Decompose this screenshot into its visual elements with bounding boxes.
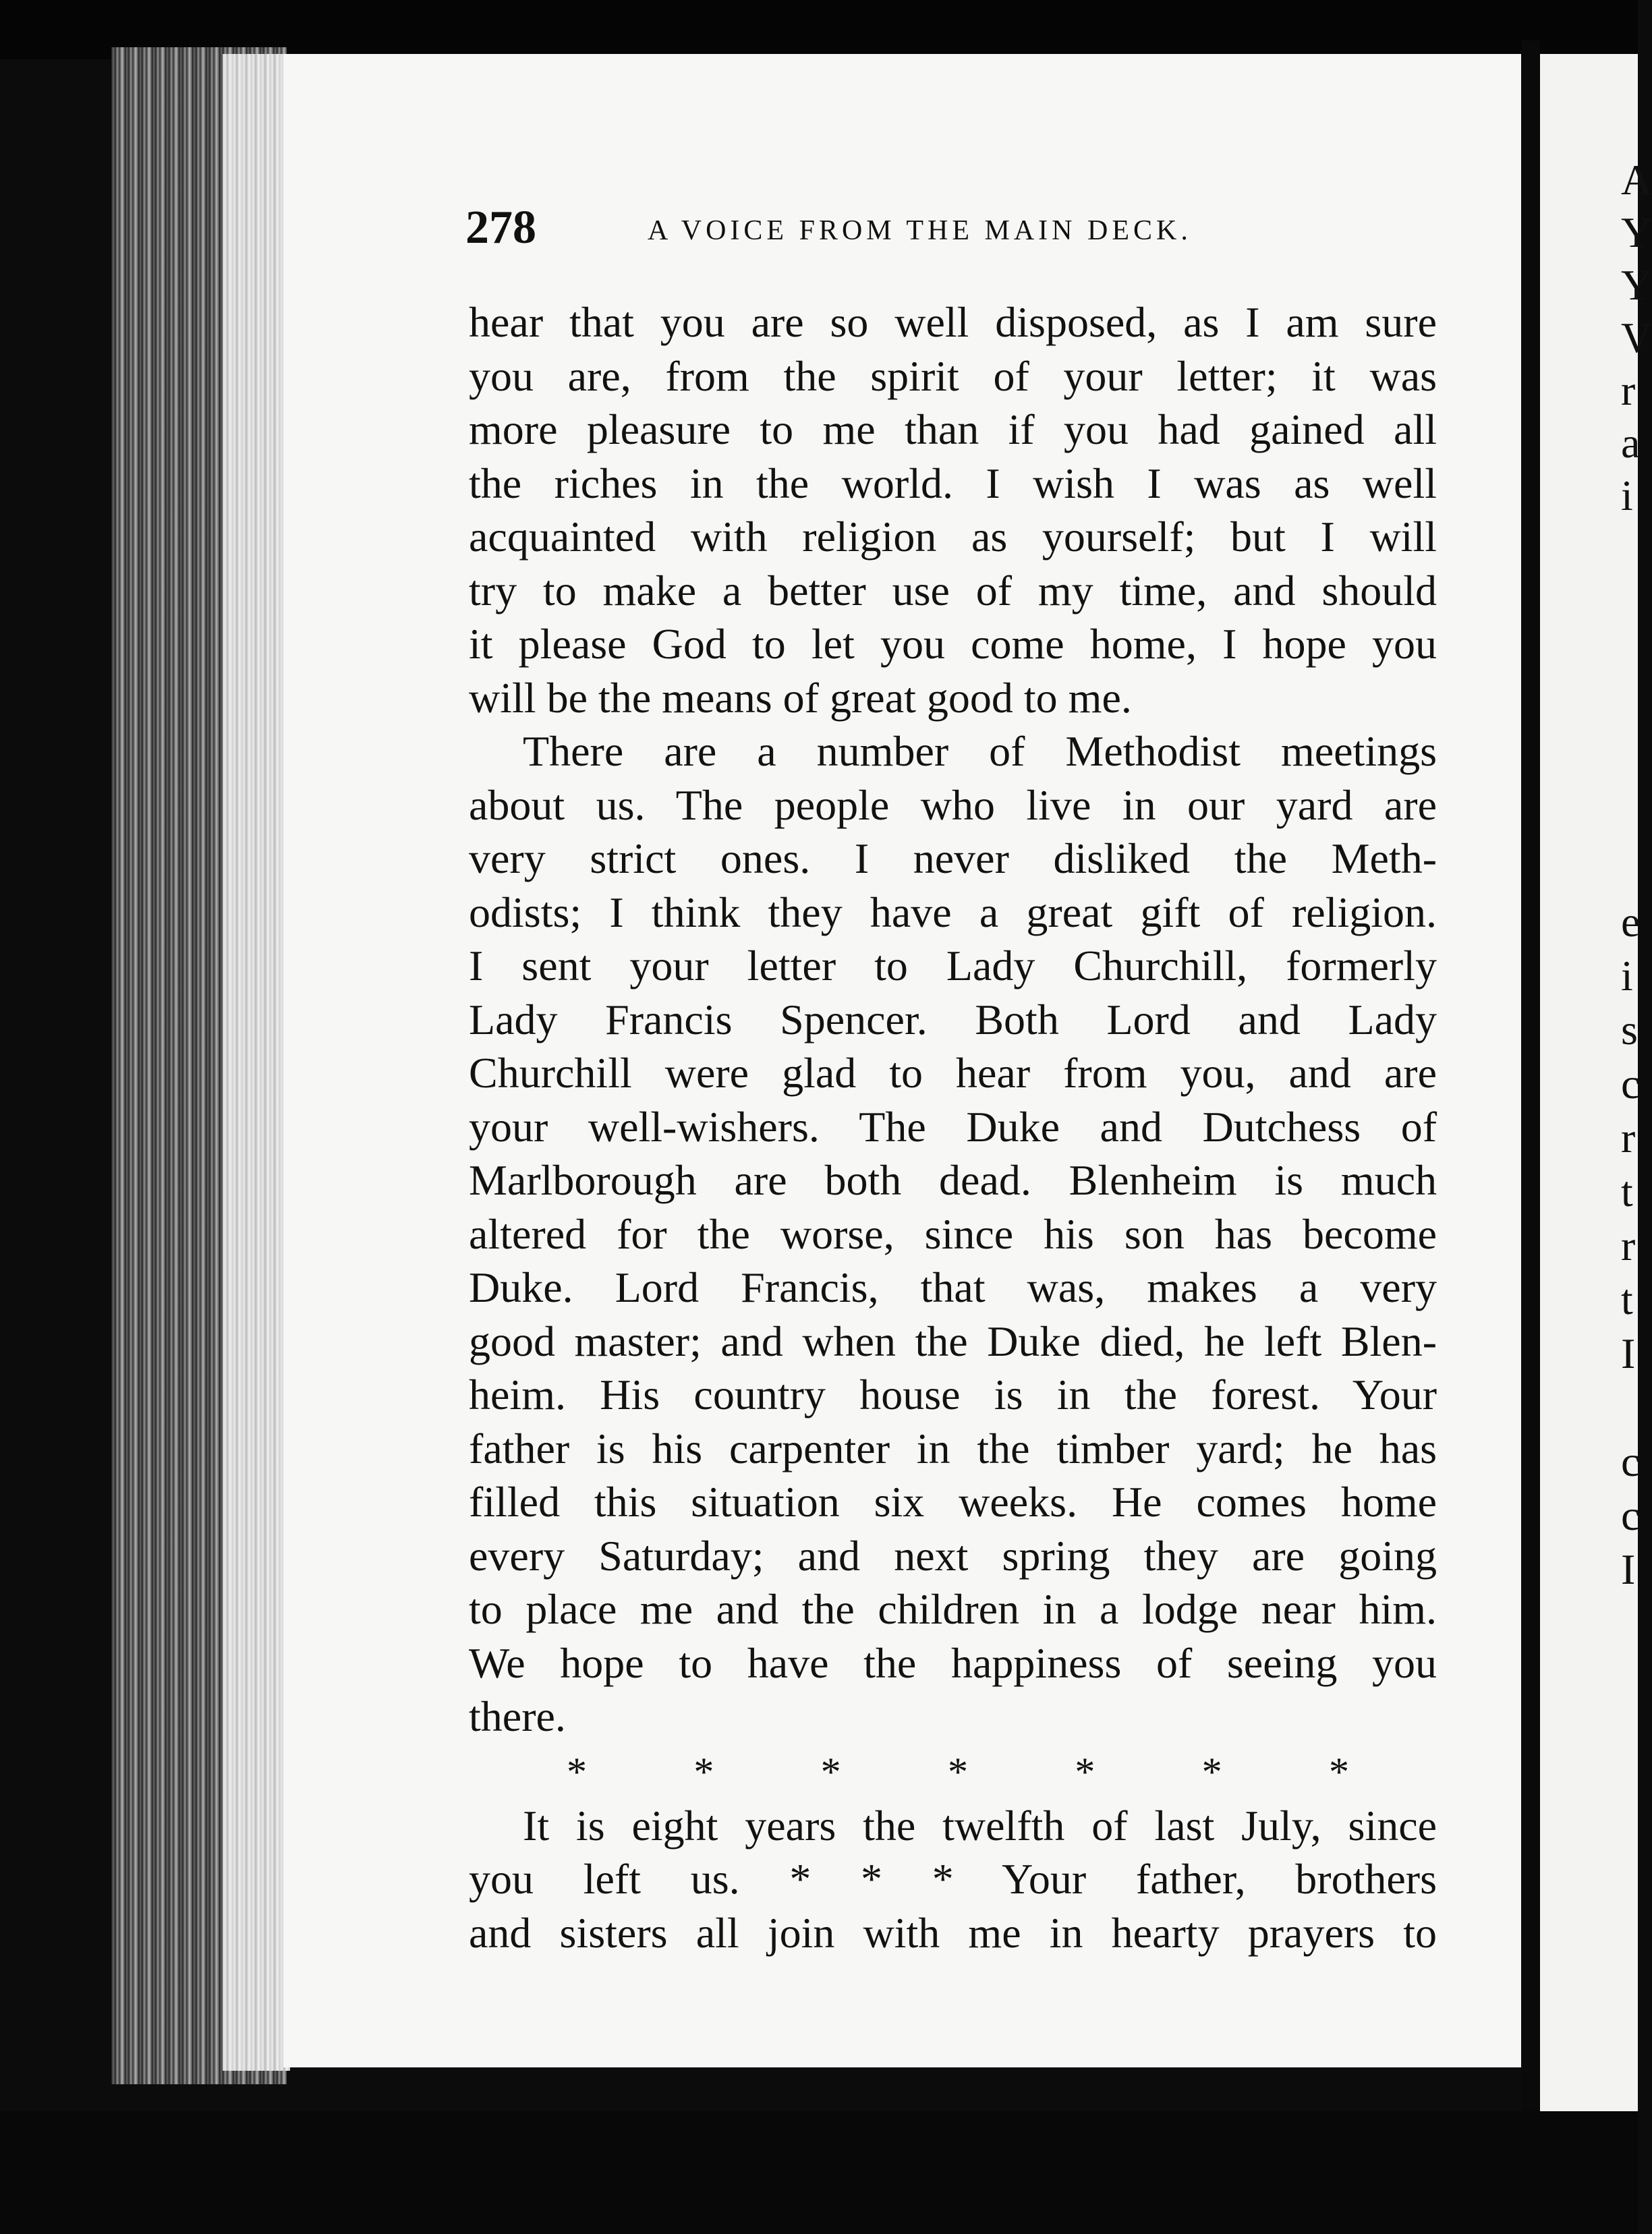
asterisk: * (1328, 1749, 1349, 1794)
asterisk: * (693, 1749, 714, 1794)
text-line: very strict ones. I never disliked the Meth- (469, 834, 1437, 882)
facing-page-fragment: e (1621, 898, 1641, 946)
facing-page-fragment: A (1621, 156, 1652, 204)
text-line: your well-wishers. The Duke and Dutchess of (469, 1102, 1437, 1151)
text-line: to place me and the children in a lodge near him. (469, 1585, 1437, 1633)
page-body-text (469, 295, 1437, 1959)
facing-page-fragment: c (1621, 1491, 1641, 1539)
facing-page-fragment: c (1621, 1437, 1641, 1485)
text-line: there. (469, 1692, 566, 1740)
text-line: more pleasure to me than if you had gained all (469, 405, 1437, 453)
text-line: acquainted with religion as yourself; but I will (469, 513, 1437, 561)
text-line: heim. His country house is in the forest. Your (469, 1371, 1437, 1419)
text-line: try to make a better use of my time, and should (469, 566, 1437, 614)
text-line: father is his carpenter in the timber yard; he has (469, 1424, 1437, 1472)
facing-page-fragment: r (1621, 1114, 1636, 1162)
text-line: odists; I think they have a great gift of religion. (469, 888, 1437, 936)
page-number: 278 (465, 202, 536, 254)
facing-page-fragment: i (1621, 471, 1633, 519)
facing-page-fragment: r (1621, 366, 1636, 414)
text-line: I sent your letter to Lady Churchill, formerly (469, 942, 1437, 990)
text-line: hear that you are so well disposed, as I am sure (469, 298, 1437, 346)
paragraph-start-line: It is eight years the twelfth of last July, since (523, 1801, 1437, 1850)
text-line: Churchill were glad to hear from you, and are (469, 1049, 1437, 1097)
facing-page-fragment: I (1621, 1545, 1636, 1593)
text-line: the riches in the world. I wish I was as well (469, 459, 1437, 507)
text-line: We hope to have the happiness of seeing you (469, 1638, 1437, 1687)
facing-page-fragment: t (1621, 1168, 1633, 1215)
asterisk: * (1075, 1749, 1095, 1794)
scan-border-bottom (0, 2111, 1638, 2234)
text-line: Lady Francis Spencer. Both Lord and Lady (469, 995, 1437, 1043)
facing-page-fragment: t (1621, 1276, 1633, 1323)
facing-page-fragment: r (1621, 1222, 1636, 1269)
text-line: every Saturday; and next spring they are going (469, 1531, 1437, 1580)
facing-page-fragment: Y (1621, 261, 1652, 309)
text-line: Duke. Lord Francis, that was, makes a very (469, 1263, 1437, 1311)
text-line: good master; and when the Duke died, he left Blen- (469, 1317, 1437, 1365)
facing-page-fragment: s (1621, 1006, 1638, 1054)
running-head-title: A VOICE FROM THE MAIN DECK. (648, 215, 1192, 246)
text-line: you are, from the spirit of your letter; it was (469, 351, 1437, 400)
facing-page (1540, 54, 1652, 2118)
facing-page-fragment: i (1621, 952, 1633, 1000)
asterisk: * (567, 1749, 587, 1794)
text-line: and sisters all join with me in hearty prayers to (469, 1908, 1437, 1957)
book-gutter (1521, 40, 1540, 2111)
text-line: altered for the worse, since his son has become (469, 1209, 1437, 1258)
paragraph-start-line: There are a number of Methodist meetings (523, 727, 1437, 775)
asterisk: * (1201, 1749, 1222, 1794)
facing-page-fragment: V (1621, 314, 1652, 362)
text-line: Marlborough are both dead. Blenheim is much (469, 1156, 1437, 1204)
text-line: you left us. * * * Your father, brothers (469, 1855, 1437, 1903)
text-line: about us. The people who live in our yard are (469, 780, 1437, 829)
facing-page-fragment: a (1621, 419, 1641, 467)
asterisk: * (947, 1749, 968, 1794)
facing-page-fragment: I (1621, 1329, 1636, 1377)
facing-page-fragment: c (1621, 1060, 1641, 1108)
text-line: it please God to let you come home, I hope you (469, 620, 1437, 668)
page-stack (223, 54, 290, 2071)
asterisk: * (820, 1749, 841, 1794)
text-line: will be the means of great good to me. (469, 673, 1132, 722)
text-line: filled this situation six weeks. He comes home (469, 1478, 1437, 1526)
section-separator (567, 1744, 1349, 1799)
facing-page-fragment: Y (1621, 208, 1652, 256)
